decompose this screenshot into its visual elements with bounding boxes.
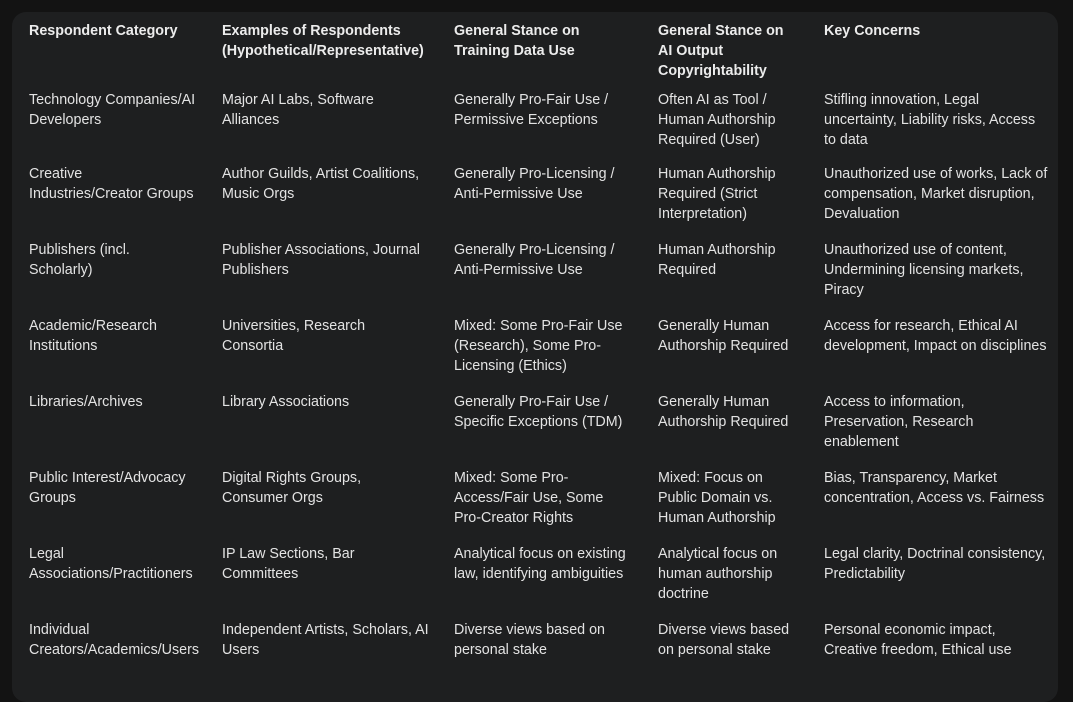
cell-examples: Digital Rights Groups, Consumer Orgs bbox=[222, 470, 362, 506]
table-row bbox=[12, 313, 1058, 389]
cell-output-copyrightability: Generally Human Authorship Required bbox=[658, 318, 789, 354]
table-row bbox=[12, 81, 1058, 161]
cell-respondent-category: Academic/Research Institutions bbox=[29, 318, 157, 354]
cell-key-concerns: Access to information, Preservation, Research enablement bbox=[824, 394, 974, 450]
cell-training-data-stance: Diverse views based on personal stake bbox=[454, 622, 605, 658]
cell-key-concerns: Legal clarity, Doctrinal consistency, Predictability bbox=[824, 546, 1046, 582]
column-header-respondent-category: Respondent Category bbox=[29, 23, 178, 39]
cell-training-data-stance: Generally Pro-Fair Use / Permissive Exceptions bbox=[454, 92, 609, 128]
table-row bbox=[12, 617, 1058, 693]
cell-respondent-category: Legal Associations/Practitioners bbox=[29, 546, 193, 582]
respondent-stance-table bbox=[12, 12, 1058, 693]
cell-respondent-category: Technology Companies/AI Developers bbox=[29, 92, 196, 128]
table-row bbox=[12, 389, 1058, 465]
cell-training-data-stance: Generally Pro-Fair Use / Specific Exceptions (TDM) bbox=[454, 394, 623, 430]
table-row bbox=[12, 161, 1058, 237]
cell-key-concerns: Unauthorized use of content, Undermining licensing markets, Piracy bbox=[824, 242, 1024, 298]
cell-output-copyrightability: Generally Human Authorship Required bbox=[658, 394, 789, 430]
cell-respondent-category: Public Interest/Advocacy Groups bbox=[29, 470, 186, 506]
cell-output-copyrightability: Human Authorship Required bbox=[658, 242, 776, 278]
table-row bbox=[12, 541, 1058, 617]
cell-training-data-stance: Generally Pro-Licensing / Anti-Permissive Use bbox=[454, 242, 615, 278]
cell-examples: IP Law Sections, Bar Committees bbox=[222, 546, 355, 582]
cell-examples: Library Associations bbox=[222, 394, 350, 410]
cell-examples: Major AI Labs, Software Alliances bbox=[222, 92, 374, 128]
cell-key-concerns: Bias, Transparency, Market concentration, Access vs. Fairness bbox=[824, 470, 1045, 506]
cell-respondent-category: Libraries/Archives bbox=[29, 394, 143, 410]
table-header-row bbox=[12, 12, 1058, 81]
cell-key-concerns: Personal economic impact, Creative freedom, Ethical use bbox=[824, 622, 1012, 658]
table-panel bbox=[12, 12, 1058, 702]
cell-training-data-stance: Generally Pro-Licensing / Anti-Permissive Use bbox=[454, 166, 615, 202]
cell-respondent-category: Individual Creators/Academics/Users bbox=[29, 622, 200, 658]
cell-training-data-stance: Mixed: Some Pro-Access/Fair Use, Some Pro-Creator Rights bbox=[454, 470, 604, 526]
table-row bbox=[12, 465, 1058, 541]
column-header-examples: Examples of Respondents (Hypothetical/Representative) bbox=[222, 23, 424, 59]
cell-respondent-category: Publishers (incl. Scholarly) bbox=[29, 242, 130, 278]
cell-output-copyrightability: Often AI as Tool / Human Authorship Required (User) bbox=[658, 92, 776, 148]
cell-examples: Publisher Associations, Journal Publishers bbox=[222, 242, 420, 278]
cell-key-concerns: Unauthorized use of works, Lack of compensation, Market disruption, Devaluation bbox=[824, 166, 1048, 222]
column-header-key-concerns: Key Concerns bbox=[824, 23, 921, 39]
cell-respondent-category: Creative Industries/Creator Groups bbox=[29, 166, 194, 202]
cell-training-data-stance: Mixed: Some Pro-Fair Use (Research), Some Pro-Licensing (Ethics) bbox=[454, 318, 623, 374]
cell-output-copyrightability: Human Authorship Required (Strict Interpretation) bbox=[658, 166, 776, 222]
cell-examples: Author Guilds, Artist Coalitions, Music Orgs bbox=[222, 166, 420, 202]
cell-output-copyrightability: Diverse views based on personal stake bbox=[658, 622, 790, 658]
cell-training-data-stance: Analytical focus on existing law, identifying ambiguities bbox=[454, 546, 626, 582]
cell-examples: Universities, Research Consortia bbox=[222, 318, 366, 354]
cell-examples: Independent Artists, Scholars, AI Users bbox=[222, 622, 429, 658]
cell-output-copyrightability: Mixed: Focus on Public Domain vs. Human Authorship bbox=[658, 470, 776, 526]
column-header-output-copyrightability: General Stance on AI Output Copyrightability bbox=[658, 23, 784, 79]
cell-key-concerns: Access for research, Ethical AI development, Impact on disciplines bbox=[824, 318, 1047, 354]
table-row bbox=[12, 237, 1058, 313]
column-header-training-data-stance: General Stance on Training Data Use bbox=[454, 23, 580, 59]
cell-key-concerns: Stifling innovation, Legal uncertainty, Liability risks, Access to data bbox=[824, 92, 1036, 148]
cell-output-copyrightability: Analytical focus on human authorship doctrine bbox=[658, 546, 778, 602]
